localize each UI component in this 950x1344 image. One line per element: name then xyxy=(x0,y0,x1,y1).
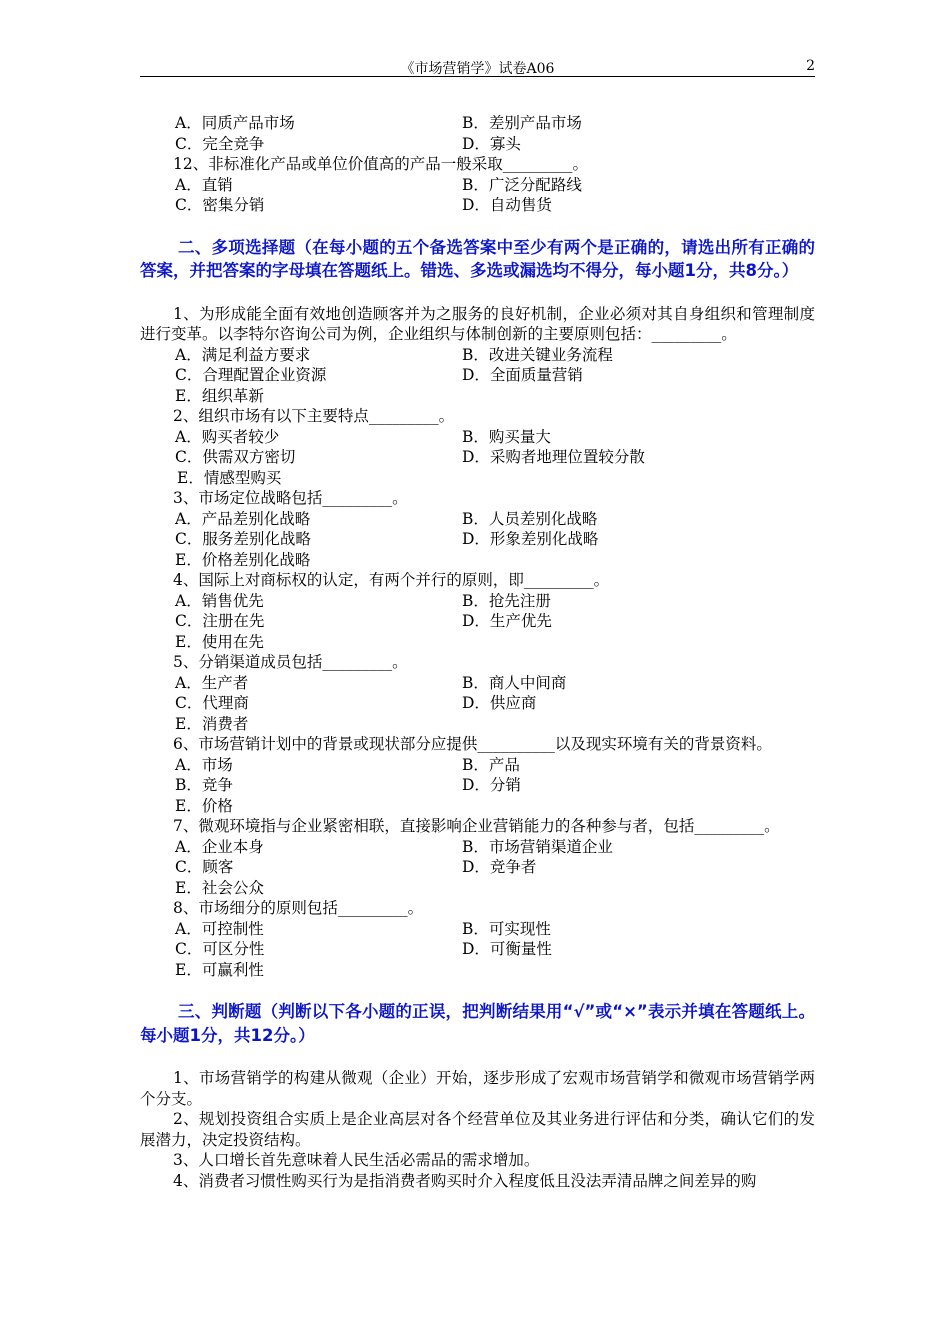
option-right: D．形象差别化战略 xyxy=(462,530,599,548)
option-right: B．可实现性 xyxy=(462,919,551,938)
option-left: C．可区分性 xyxy=(175,940,265,958)
option-row xyxy=(140,611,815,632)
option-row xyxy=(140,447,815,468)
option-row xyxy=(140,960,815,981)
question-text: 12、非标准化产品或单位价值高的产品一般采取_________。 xyxy=(173,155,588,173)
option-right: B．广泛分配路线 xyxy=(462,175,582,194)
option-left: A．销售优先 xyxy=(175,591,264,610)
judgement-question: 1、市场营销学的构建从微观（企业）开始，逐步形成了宏观市场营销学和微观市场营销学两个分支。 xyxy=(140,1069,815,1108)
option-row xyxy=(140,468,815,489)
option-right: B．差别产品市场 xyxy=(462,114,582,132)
option-left: A．购买者较少 xyxy=(175,427,280,446)
option-row xyxy=(140,755,815,776)
option-left: A．产品差别化战略 xyxy=(175,509,311,528)
question-text: 6、市场营销计划中的背景或现状部分应提供__________以及现实环境有关的背景资料。 xyxy=(173,735,772,753)
option-single: E．社会公众 xyxy=(175,878,264,897)
option-right: D．竞争者 xyxy=(462,858,537,876)
option-left: C．合理配置企业资源 xyxy=(175,366,327,384)
option-right: B．市场营销渠道企业 xyxy=(462,837,613,856)
option-row xyxy=(140,796,815,817)
option-right: D．采购者地理位置较分散 xyxy=(462,448,645,466)
option-row xyxy=(140,195,815,216)
option-row xyxy=(140,529,815,550)
question-text: 8、市场细分的原则包括_________。 xyxy=(173,899,424,917)
section2-question-1: 1、为形成能全面有效地创造顾客并为之服务的良好机制，企业必须对其自身组织和管理制度进行变革。以李特尔咨询公司为例，企业组织与体制创新的主要原则包括：_________。 xyxy=(140,304,815,343)
option-single: E．情感型购买 xyxy=(177,468,282,487)
option-row xyxy=(140,345,815,366)
option-right: B．商人中间商 xyxy=(462,673,567,692)
option-row xyxy=(140,113,815,134)
page-number: 2 xyxy=(806,58,815,74)
option-right: B．抢先注册 xyxy=(462,591,551,610)
option-right: B．购买量大 xyxy=(462,427,551,446)
option-right: D．全面质量营销 xyxy=(462,366,583,384)
section2-items xyxy=(140,345,815,981)
option-row xyxy=(140,673,815,694)
option-row xyxy=(140,134,815,155)
option-right: D．自动售货 xyxy=(462,196,552,214)
option-left: C．完全竞争 xyxy=(175,134,265,153)
section3-heading: 三、判断题（判断以下各小题的正误，把判断结果用“√”或“×”表示并填在答题纸上。每小题1分，共12分。） xyxy=(140,1002,815,1045)
option-left: B．竞争 xyxy=(175,776,233,794)
option-left: A．可控制性 xyxy=(175,919,264,938)
option-left: A．同质产品市场 xyxy=(175,114,295,132)
question-text: 7、微观环境指与企业紧密相联，直接影响企业营销能力的各种参与者，包括_________。 xyxy=(173,817,780,835)
option-right: B．人员差别化战略 xyxy=(462,509,598,528)
option-row xyxy=(140,175,815,196)
option-row xyxy=(140,365,815,386)
option-row xyxy=(140,939,815,960)
option-right: D．分销 xyxy=(462,776,521,794)
option-row xyxy=(140,857,815,878)
question-text: 5、分销渠道成员包括_________。 xyxy=(173,653,408,671)
option-row xyxy=(140,509,815,530)
option-row xyxy=(140,878,815,899)
question-text: 3、市场定位战略包括_________。 xyxy=(173,489,408,507)
option-left: C．注册在先 xyxy=(175,612,265,630)
question-text: 4、国际上对商标权的认定，有两个并行的原则，即_________。 xyxy=(173,571,610,589)
option-right: D．生产优先 xyxy=(462,612,552,630)
option-row xyxy=(140,550,815,571)
option-right: D．可衡量性 xyxy=(462,940,552,958)
option-right: B．改进关键业务流程 xyxy=(462,345,613,364)
option-single: E．消费者 xyxy=(175,714,249,733)
page-content xyxy=(140,113,815,1191)
option-left: C．供需双方密切 xyxy=(175,448,296,466)
option-left: A．市场 xyxy=(175,755,233,774)
option-row xyxy=(140,427,815,448)
option-left: C．代理商 xyxy=(175,694,249,712)
option-single: E．价格差别化战略 xyxy=(175,550,311,569)
section3-items xyxy=(140,1068,815,1191)
option-row xyxy=(140,714,815,735)
option-row xyxy=(140,591,815,612)
option-left: A．满足利益方要求 xyxy=(175,345,311,364)
option-left: C．顾客 xyxy=(175,858,234,876)
option-left: C．密集分销 xyxy=(175,196,265,214)
option-row xyxy=(140,386,815,407)
option-single: E．组织革新 xyxy=(175,386,264,405)
option-right: D．寡头 xyxy=(462,134,521,153)
judgement-question: 2、规划投资组合实质上是企业高层对各个经营单位及其业务进行评估和分类，确认它们的发展潜力，决定投资结构。 xyxy=(140,1110,815,1149)
option-row xyxy=(140,919,815,940)
judgement-question: 3、人口增长首先意味着人民生活必需品的需求增加。 xyxy=(173,1151,540,1169)
option-single: E．可赢利性 xyxy=(175,960,264,979)
section2-heading: 二、多项选择题（在每小题的五个备选答案中至少有两个是正确的，请选出所有正确的答案，并把答案的字母填在答题纸上。错选、多选或漏选均不得分，每小题1分，共8分。） xyxy=(140,237,815,280)
option-row xyxy=(140,693,815,714)
option-row xyxy=(140,837,815,858)
judgement-question: 4、消费者习惯性购买行为是指消费者购买时介入程度低且没法弄清品牌之间差异的购 xyxy=(173,1171,757,1190)
option-right: D．供应商 xyxy=(462,694,537,712)
option-single: E．使用在先 xyxy=(175,632,264,651)
option-row xyxy=(140,775,815,796)
option-left: A．直销 xyxy=(175,175,233,194)
option-left: A．生产者 xyxy=(175,673,249,692)
previous-question-continuation xyxy=(140,113,815,216)
option-row xyxy=(140,632,815,653)
option-left: A．企业本身 xyxy=(175,837,264,856)
header-title: 《市场营销学》试卷A06 xyxy=(400,61,555,77)
page-header xyxy=(140,58,815,77)
option-right: B．产品 xyxy=(462,755,520,774)
question-text: 2、组织市场有以下主要特点_________。 xyxy=(173,407,455,425)
option-left: C．服务差别化战略 xyxy=(175,530,311,548)
option-single: E．价格 xyxy=(175,796,233,815)
